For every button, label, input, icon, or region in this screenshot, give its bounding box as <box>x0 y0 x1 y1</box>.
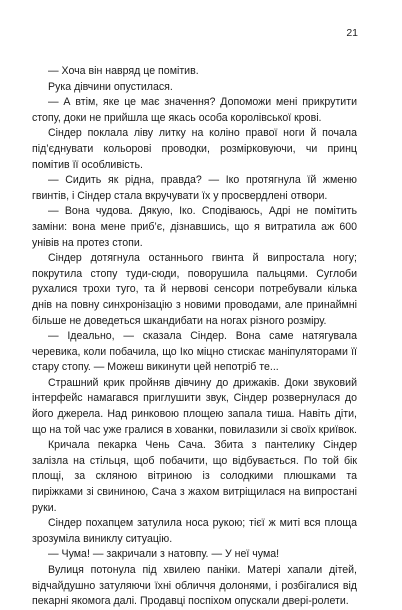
paragraph: — А втім, яке це має значення? Допоможи мені прикрутити стопу, доки не прийшла ще якась особа королівської крові. <box>32 96 357 124</box>
paragraph: — Чума! — закричали з натовпу. — У неї чума! <box>48 548 280 561</box>
paragraph: — Хоча він навряд це помітив. <box>48 65 199 77</box>
paragraph: Страшний крик пройняв дівчину до дрижаків. Доки звуковий інтерфейс намагався приглушити звук, Сіндер розвернулася до його джерела. Над ринковою площею запала тиша. Навіть діти, що на той час уже гралися в хованки, повилазили зі своїх криївок. <box>32 376 357 436</box>
paragraph: Сіндер похапцем затулила носа рукою; тієї ж миті вся площа зрозуміла виниклу ситуацію. <box>32 517 357 545</box>
paragraph: Кричала пекарка Чень Сача. Збита з пантелику Сіндер залізла на стільця, щоб побачити, що відбувається. По той бік площі, за скляною вітриною із солодкими плюшками та пиріжками зі свининою, Сача з жахом витріщилася на випростані руки. <box>32 439 357 514</box>
paragraph: — Сидить як рідна, правда? — Іко протягнула їй жменю гвинтів, і Сіндер стала вкручувати їх у просвердлені отвори. <box>32 174 357 202</box>
paragraph: — Ідеально, — сказала Сіндер. Вона саме натягувала черевика, коли побачила, що Іко міцно стискає маніпуляторами її стару стопу. — Можеш викинути цей непотріб те... <box>32 330 357 374</box>
paragraph: Вулиця потонула під хвилею паніки. Матері хапали дітей, відчайдушно затуляючи їхні обличчя долонями, і розбігалися від пекарні якомога далі. Продавці поспіхом опускали двері-ролети. <box>32 564 357 608</box>
page-number: 21 <box>346 27 358 39</box>
paragraph: — Вона чудова. Дякую, Іко. Сподіваюсь, Адрі не помітить заміни: вона мене приб’є, дізнавшись, що я витратила аж 600 унівів на протез стопи. <box>32 205 357 249</box>
paragraph: Рука дівчини опустилася. <box>48 80 173 93</box>
paragraph: Сіндер поклала ліву литку на коліно правої ноги й почала під’єднувати кольорові проводки, розмірковуючи, чи принц помітив її особливість. <box>32 127 357 171</box>
body-text <box>32 64 357 610</box>
paragraph: Сіндер дотягнула останнього гвинта й випростала ногу; покрутила стопу туди-сюди, поворушила пальцями. Суглоби рухалися трохи туго, та й нервові сенсори потребували кілька днів на повну синхронізацію з новими проводами, але принаймні більше не доведеться шкандибати на ногах різного розміру. <box>32 252 357 327</box>
